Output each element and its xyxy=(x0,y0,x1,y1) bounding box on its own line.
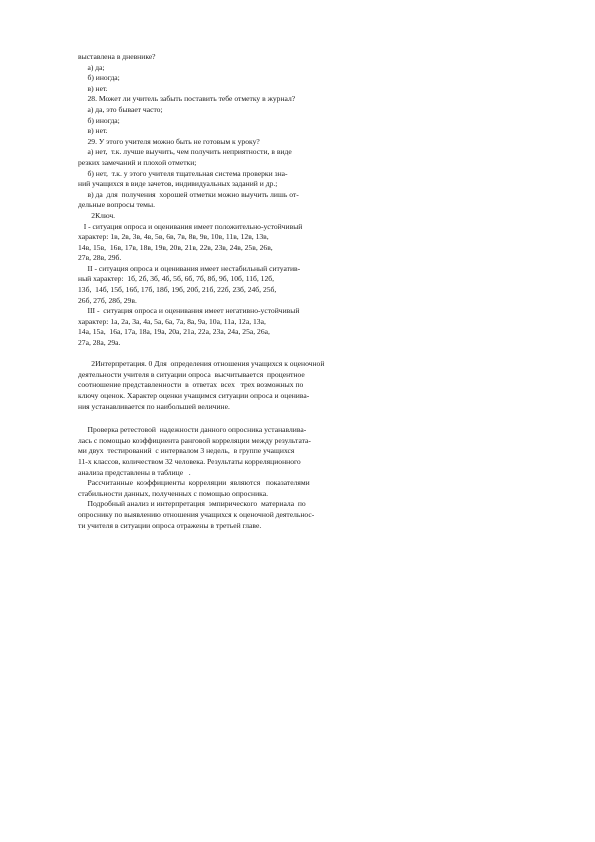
text-line: 14в, 15в, 16в, 17в, 18в, 19в, 20в, 21в, 22в, 23в, 24в, 25в, 26в, xyxy=(78,242,273,252)
text-line: а) да; xyxy=(78,62,105,72)
page-text xyxy=(78,52,408,531)
text-line: резких замечаний и плохой отметки; xyxy=(78,157,197,167)
paragraph-gap xyxy=(78,412,408,425)
text-line: ный характер: 1б, 2б, 3б, 4б, 5б, 6б, 7б, 8б, 9б, 10б, 11б, 12б, xyxy=(78,274,275,284)
text-line: 27а, 28а, 29а. xyxy=(78,338,121,348)
reliability-block xyxy=(78,425,408,531)
text-line: в) нет. xyxy=(78,83,108,93)
text-line: деятельности учителя в ситуации опроса высчитывается процентное xyxy=(78,369,305,379)
text-line: 26б, 27б, 28б, 29в. xyxy=(78,295,137,305)
text-line: 13б, 14б, 15б, 16б, 17б, 18б, 19б, 20б, 21б, 22б, 23б, 24б, 25б, xyxy=(78,285,277,295)
text-line: а) нет, т.к. лучше выучить, чем получить неприятности, в виде xyxy=(78,147,292,157)
key-heading: 2Ключ. xyxy=(78,210,116,220)
text-line: I - ситуация опроса и оценивания имеет положительно-устойчивый xyxy=(78,221,303,231)
text-line: ний учащихся в виде зачетов, индивидуальных заданий и др.; xyxy=(78,179,278,189)
questionnaire-block xyxy=(78,52,408,349)
text-line: Подробный анализ и интерпретация эмпирического материала по xyxy=(78,499,306,509)
text-line: дельные вопросы темы. xyxy=(78,200,155,210)
text-line: а) да, это бывает часто; xyxy=(78,104,163,114)
paragraph-gap xyxy=(78,349,408,360)
text-line: характер: 1в, 2в, 3в, 4в, 5в, 6в, 7в, 8в, 9в, 10в, 11в, 12в, 13в, xyxy=(78,232,269,242)
text-line: Рассчитанные коэффициенты корреляции являются показателями xyxy=(78,478,310,488)
text-line: III - ситуация опроса и оценивания имеет негативно-устойчивый xyxy=(78,306,300,316)
text-line: выставлена в дневнике? xyxy=(78,52,156,61)
text-line: лась с помощью коэффициента ранговой корреляции между результата- xyxy=(78,435,311,445)
text-line: 29. У этого учителя можно быть не готовым к уроку? xyxy=(78,136,260,146)
text-line: б) нет, т.к. у этого учителя тщательная система проверки зна- xyxy=(78,168,288,178)
text-line: б) иногда; xyxy=(78,73,120,83)
text-line: ти учителя в ситуации опроса отражены в третьей главе. xyxy=(78,520,262,530)
text-line: опроснику по выявлению отношения учащихся к оценочной деятельнос- xyxy=(78,509,315,519)
text-line: анализа представлены в таблице . xyxy=(78,467,191,477)
text-line: II - ситуация опроса и оценивания имеет нестабильный ситуатив- xyxy=(78,263,301,273)
interpretation-heading: 2Интерпретация. 0 Для определения отношения учащихся к оценочной xyxy=(78,359,325,369)
interpretation-block xyxy=(78,359,408,412)
text-line: характер: 1а, 2а, 3а, 4а, 5а, 6а, 7а, 8а, 9а, 10а, 11а, 12а, 13а, xyxy=(78,316,266,326)
text-line: 11-х классов, количеством 32 человека. Результаты корреляционного xyxy=(78,456,301,466)
text-line: соотношение представленности в ответах всех трех возможных по xyxy=(78,380,304,390)
text-line: ключу оценок. Характер оценки учащимся ситуации опроса и оценива- xyxy=(78,391,310,400)
text-line: б) иногда; xyxy=(78,115,120,125)
text-line: ния устанавливается по наибольшей величине. xyxy=(78,401,230,411)
text-line: стабильности данных, полученных с помощью опросника. xyxy=(78,488,269,498)
text-line: в) нет. xyxy=(78,126,108,136)
text-line: 28. Может ли учитель забыть поставить тебе отметку в журнал? xyxy=(78,94,296,104)
text-line: 27в, 28в, 29б. xyxy=(78,253,122,263)
text-line: 14а, 15а, 16а, 17а, 18а, 19а, 20а, 21а, 22а, 23а, 24а, 25а, 26а, xyxy=(78,327,270,337)
text-line: ми двух тестирований с интервалом 3 недель, в группе учащихся xyxy=(78,446,295,456)
text-line: Проверка ретестовой надежности данного опросника устанавлива- xyxy=(78,425,307,435)
text-line: в) да для получения хорошей отметки можно выучить лишь от- xyxy=(78,189,299,199)
